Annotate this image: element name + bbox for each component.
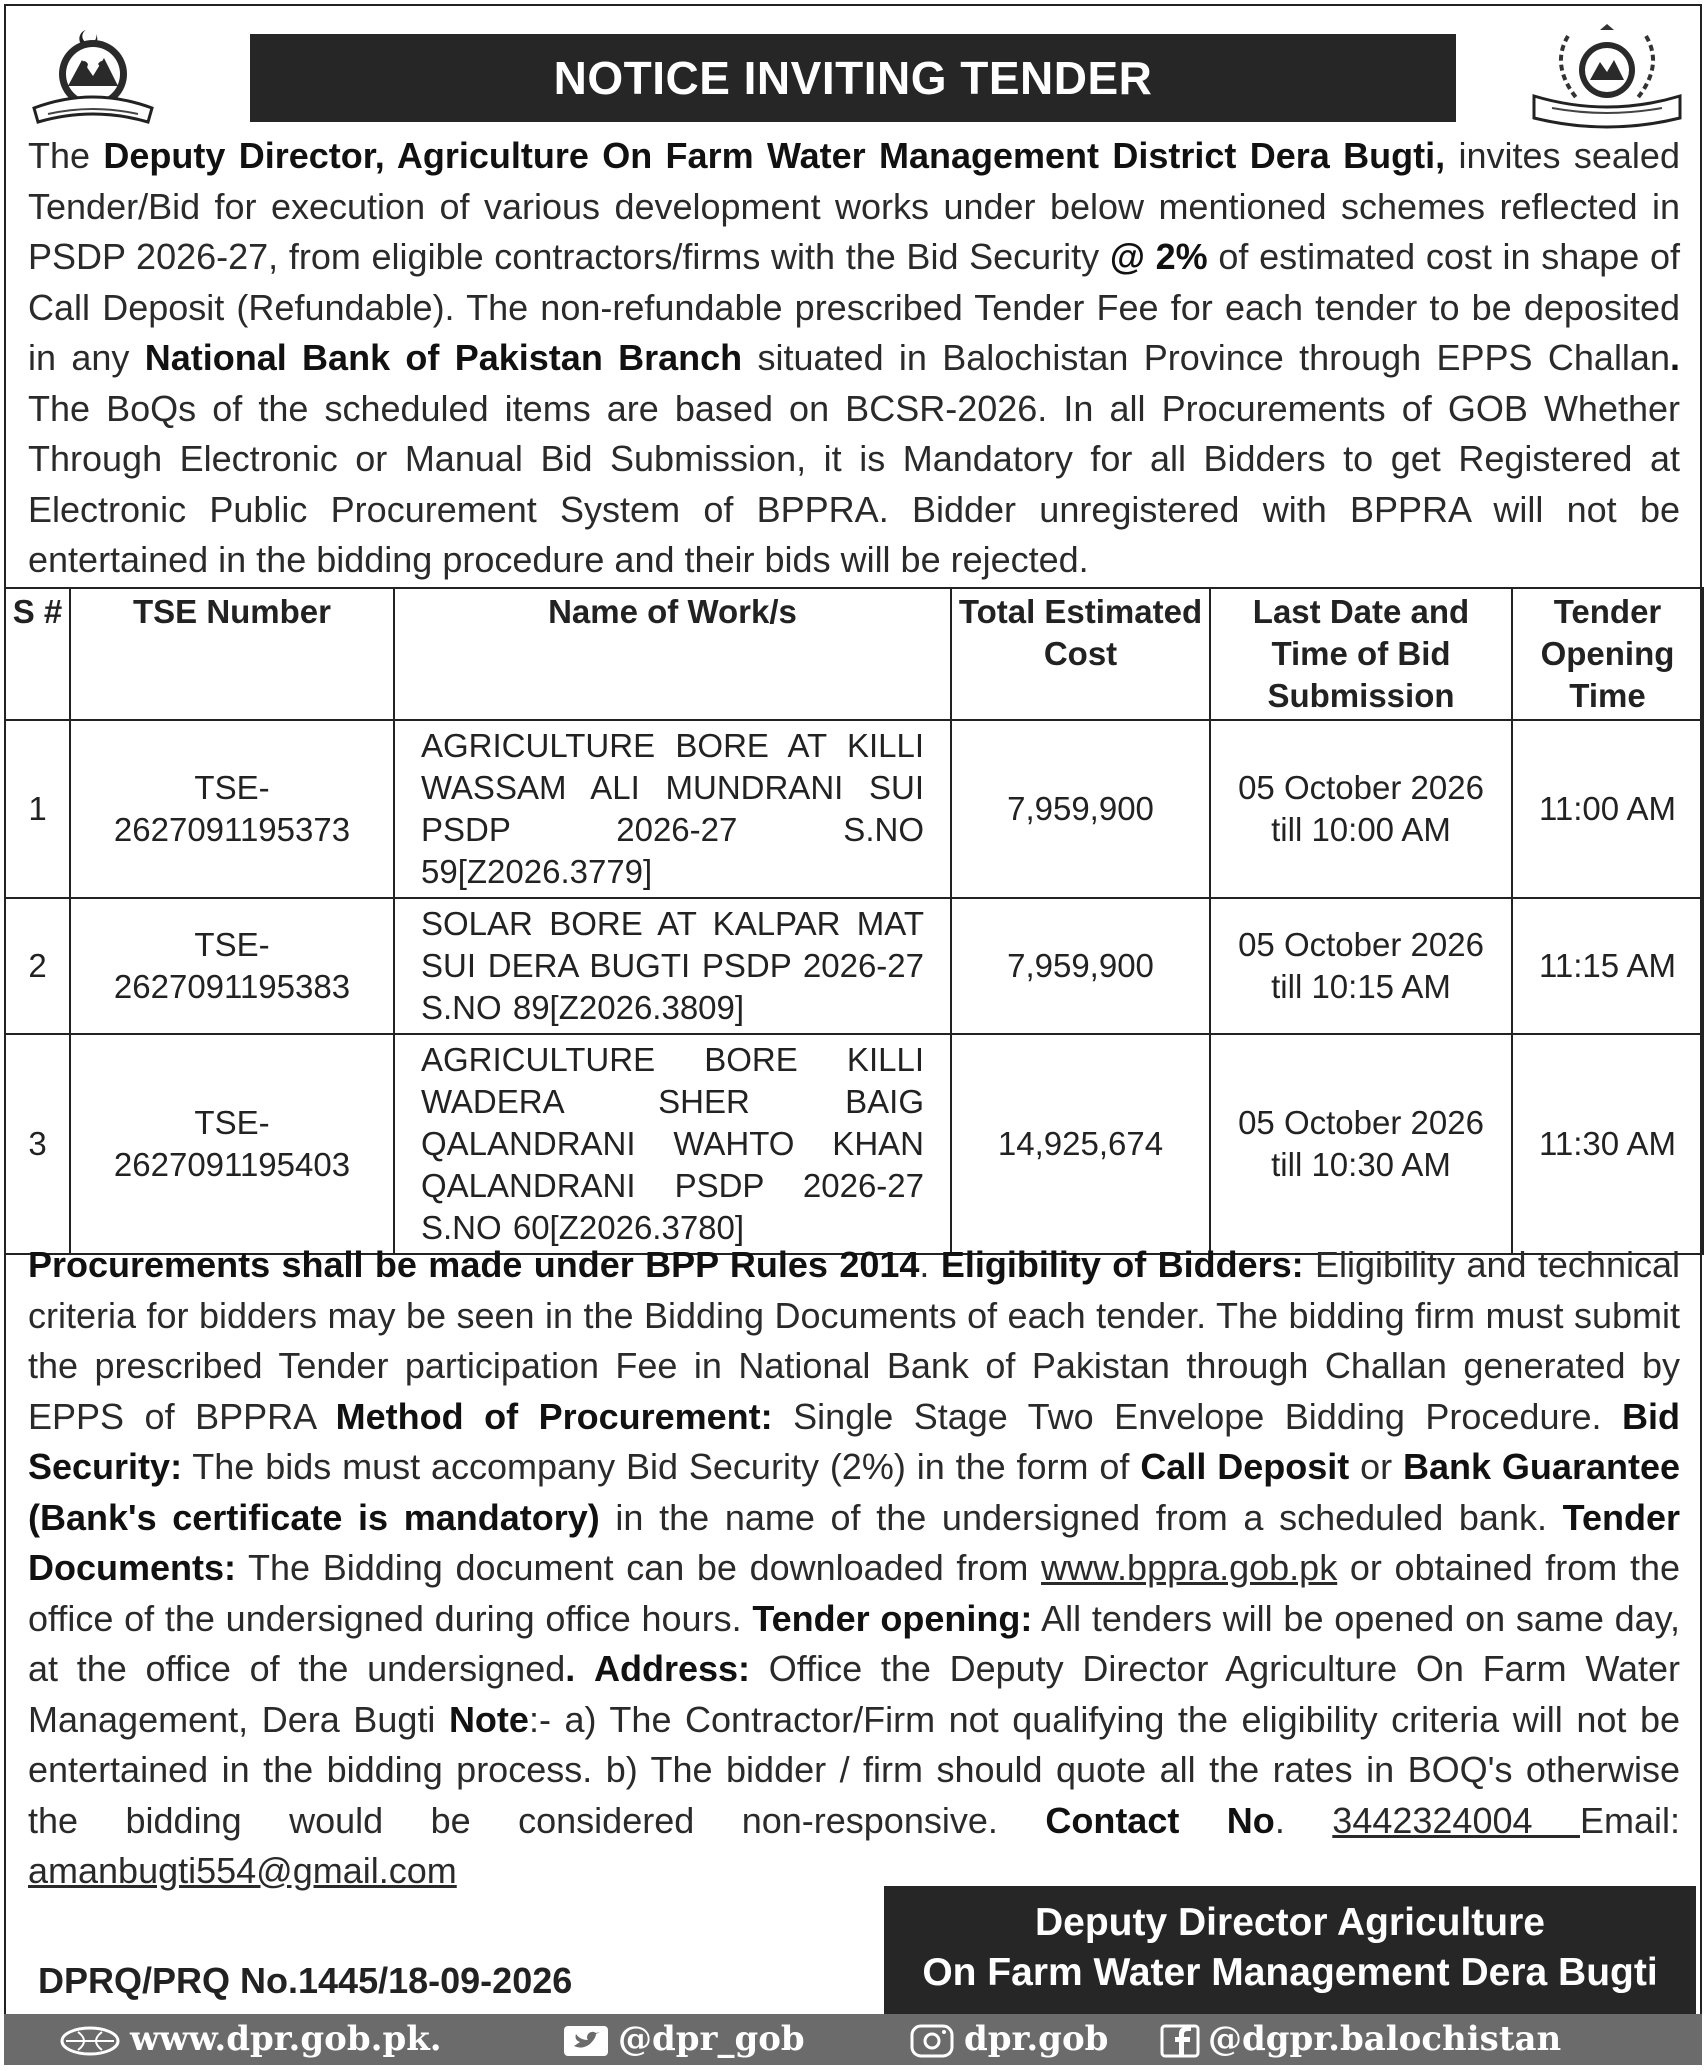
row-tse: TSE- 2627091195403 — [70, 1034, 394, 1254]
footer-website[interactable]: www.dpr.gob.pk. — [58, 2014, 442, 2065]
footer-instagram[interactable]: dpr.gob — [908, 2014, 1108, 2065]
instagram-icon — [908, 2024, 956, 2058]
bppra-website-link[interactable]: www.bppra.gob.pk — [1041, 1547, 1338, 1588]
row-work: AGRICULTURE BORE KILLI WADERA SHER BAIG QALANDRANI WAHTO KHAN QALANDRANI PSDP 2026-27 S.NO 60[Z2026.3780] — [394, 1034, 951, 1254]
row-sno: 1 — [5, 720, 70, 898]
row-opening: 11:15 AM — [1512, 898, 1703, 1034]
footer-twitter[interactable]: @dpr_gob — [562, 2014, 805, 2065]
col-header-work: Name of Work/s — [394, 588, 951, 720]
row-work: AGRICULTURE BORE AT KILLI WASSAM ALI MUNDRANI SUI PSDP 2026-27 S.NO 59[Z2026.3779] — [394, 720, 951, 898]
row-cost: 7,959,900 — [951, 898, 1210, 1034]
col-header-tse: TSE Number — [70, 588, 394, 720]
contact-email-link[interactable]: amanbugti554@gmail.com — [28, 1850, 457, 1891]
row-cost: 7,959,900 — [951, 720, 1210, 898]
signature-line-1: Deputy Director Agriculture — [1035, 1901, 1545, 1944]
table-row — [5, 1034, 1703, 1254]
col-header-cost: Total Estimated Cost — [951, 588, 1210, 720]
row-tse: TSE- 2627091195383 — [70, 898, 394, 1034]
globe-icon — [58, 2024, 122, 2058]
contact-phone[interactable]: 3442324004 — [1332, 1799, 1580, 1841]
row-last-date: 05 October 2026 till 10:15 AM — [1210, 898, 1512, 1034]
signature-line-2: On Farm Water Management Dera Bugti — [922, 1951, 1658, 1994]
tender-schedule-table — [4, 587, 1704, 1255]
signature-block — [884, 1886, 1696, 2014]
notice-title: NOTICE INVITING TENDER — [250, 34, 1456, 122]
table-row — [5, 720, 1703, 898]
row-sno: 3 — [5, 1034, 70, 1254]
col-header-opening: Tender Opening Time — [1512, 588, 1703, 720]
balochistan-govt-emblem-icon — [28, 24, 158, 130]
row-last-date: 05 October 2026 till 10:00 AM — [1210, 720, 1512, 898]
dgpr-balochistan-emblem-icon — [1528, 22, 1686, 130]
row-cost: 14,925,674 — [951, 1034, 1210, 1254]
table-header-row — [5, 588, 1703, 720]
facebook-icon — [1160, 2024, 1200, 2058]
row-opening: 11:00 AM — [1512, 720, 1703, 898]
table-row — [5, 898, 1703, 1034]
twitter-icon — [562, 2024, 610, 2058]
row-opening: 11:30 AM — [1512, 1034, 1703, 1254]
terms-paragraph: Procurements shall be made under BPP Rules 2014. Eligibility of Bidders: Eligibility and technical criteria for bidders may be seen in the Bidding Documents of each tender. The bidding firm must submit the prescribed Tender participation Fee in National Bank of Pakistan through Challan generated by EPPS of BPPRA Method of Procurement: Single Stage Two Envelope Bidding Procedure. Bid Security: The bids must accompany Bid Security (2%) in the form of Call Deposit or Bank Guarantee (Bank's certificate is mandatory) in the name of the undersigned from a scheduled bank. Tender Documents: The Bidding document can be downloaded from www.bppra.gob.pk or obtained from the office of the undersigned during office hours. Tender opening: All tenders will be opened on same day, at the office of the undersigned. Address: Office the Deputy Director Agriculture On Farm Water Management, Dera Bugti Note:- a) The Contractor/Firm not qualifying the eligibility criteria will not be entertained in the bidding process. b) The bidder / firm should quote all the rates in BOQ's otherwise the bidding would be considered non-responsive. Contact No. 3442324004 Email: amanbugti554@gmail.com — [28, 1244, 1681, 1891]
col-header-last-date: Last Date and Time of Bid Submission — [1210, 588, 1512, 720]
row-tse: TSE- 2627091195373 — [70, 720, 394, 898]
row-last-date: 05 October 2026 till 10:30 AM — [1210, 1034, 1512, 1254]
footer-facebook[interactable]: @dgpr.balochistan — [1160, 2014, 1561, 2065]
row-work: SOLAR BORE AT KALPAR MAT SUI DERA BUGTI PSDP 2026-27 S.NO 89[Z2026.3809] — [394, 898, 951, 1034]
col-header-sno: S # — [5, 588, 70, 720]
intro-paragraph: The Deputy Director, Agriculture On Farm Water Management District Dera Bugti, invites sealed Tender/Bid for execution of various development works under below mentioned schemes reflected in PSDP 2026-27, from eligible contractors/firms with the Bid Security @ 2% of estimated cost in shape of Call Deposit (Refundable). The non-refundable prescribed Tender Fee for each tender to be deposited in any National Bank of Pakistan Branch situated in Balochistan Province through EPPS Challan. The BoQs of the scheduled items are based on BCSR-2026. In all Procurements of GOB Whether Through Electronic or Manual Bid Submission, it is Mandatory for all Bidders to get Registered at Electronic Public Procurement System of BPPRA. Bidder unregistered with BPPRA will not be entertained in the bidding procedure and their bids will be rejected. — [28, 135, 1681, 580]
reference-number: DPRQ/PRQ No.1445/18-09-2026 — [38, 1960, 573, 2001]
row-sno: 2 — [5, 898, 70, 1034]
footer-bar — [4, 2014, 1702, 2065]
